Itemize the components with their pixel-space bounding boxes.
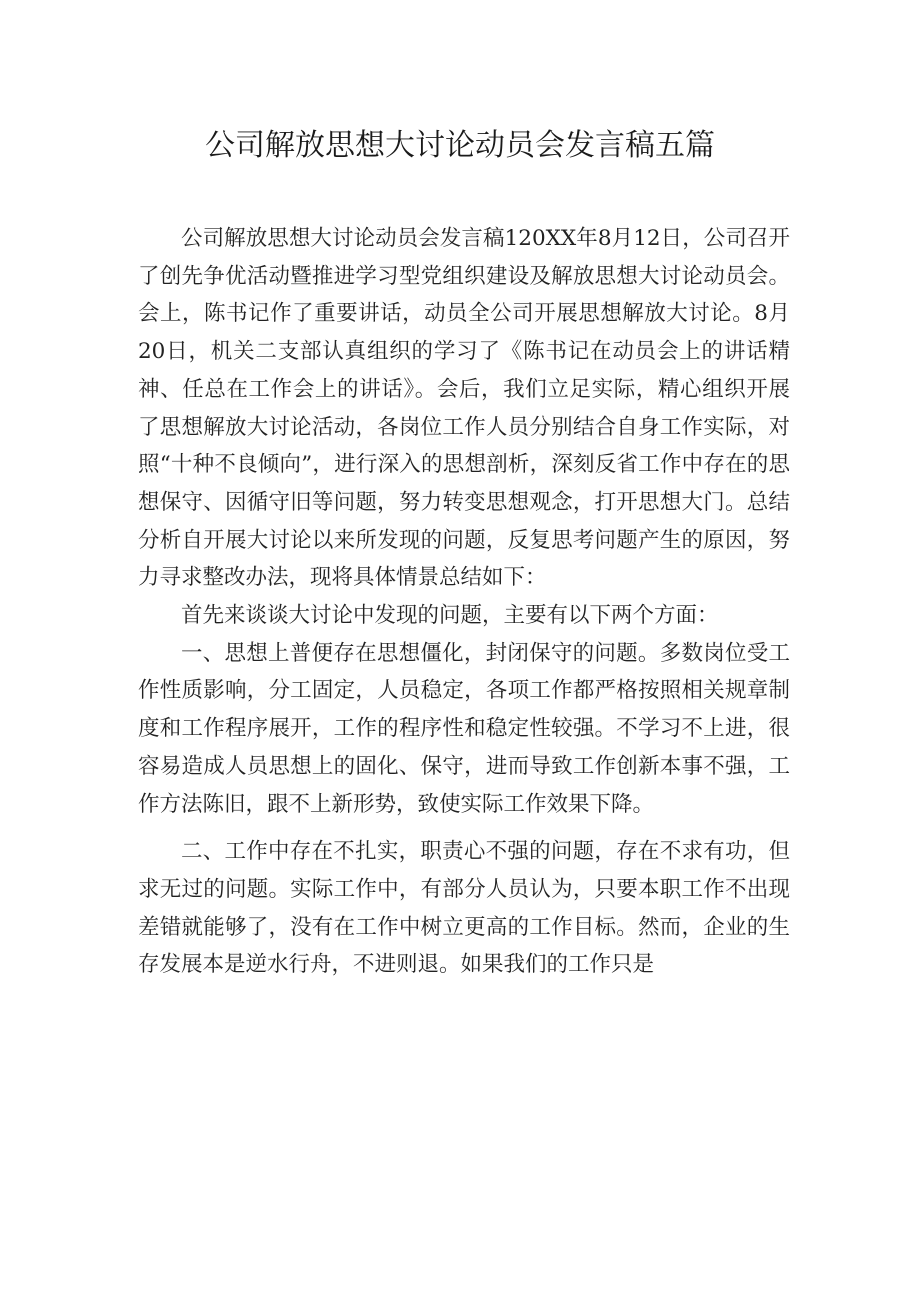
page-title: 公司解放思想大讨论动员会发言稿五篇 (205, 128, 715, 163)
paragraph-problem-two: 二、工作中存在不扎实，职责心不强的问题，存在不求有功，但求无过的问题。实际工作中，有部分人员认为，只要本职工作不出现差错就能够了，没有在工作中树立更高的工作目标。然而，企业的生存发展本是逆水行舟，不进则退。如果我们的工作只是 (138, 839, 790, 978)
paragraph-intro: 公司解放思想大讨论动员会发言稿120XX年8月12日，公司召开了创先争优活动暨推进学习型党组织建设及解放思想大讨论动员会。会上，陈书记作了重要讲话，动员全公司开展思想解放大讨论。8月20日，机关二支部认真组织的学习了《陈书记在动员会上的讲话精神、任总在工作会上的讲话》。会后，我们立足实际，精心组织开展了思想解放大讨论活动，各岗位工作人员分别结合自身工作实际，对照“十种不良倾向”，进行深入的思想剖析，深刻反省工作中存在的思想保守、因循守旧等问题，努力转变思想观念，打开思想大门。总结分析自开展大讨论以来所发现的问题，反复思考问题产生的原因，努力寻求整改办法，现将具体情景总结如下： (138, 226, 790, 591)
paragraph-overview: 首先来谈谈大讨论中发现的问题，主要有以下两个方面： (181, 603, 719, 629)
document-body (138, 220, 790, 984)
paragraph-problem-one: 一、思想上普便存在思想僵化，封闭保守的问题。多数岗位受工作性质影响，分工固定，人员稳定，各项工作都严格按照相关规章制度和工作程序展开，工作的程序性和稳定性较强。不学习不上进，很容易造成人员思想上的固化、保守，进而导致工作创新本事不强，工作方法陈旧，跟不上新形势，致使实际工作效果下降。 (138, 640, 790, 817)
